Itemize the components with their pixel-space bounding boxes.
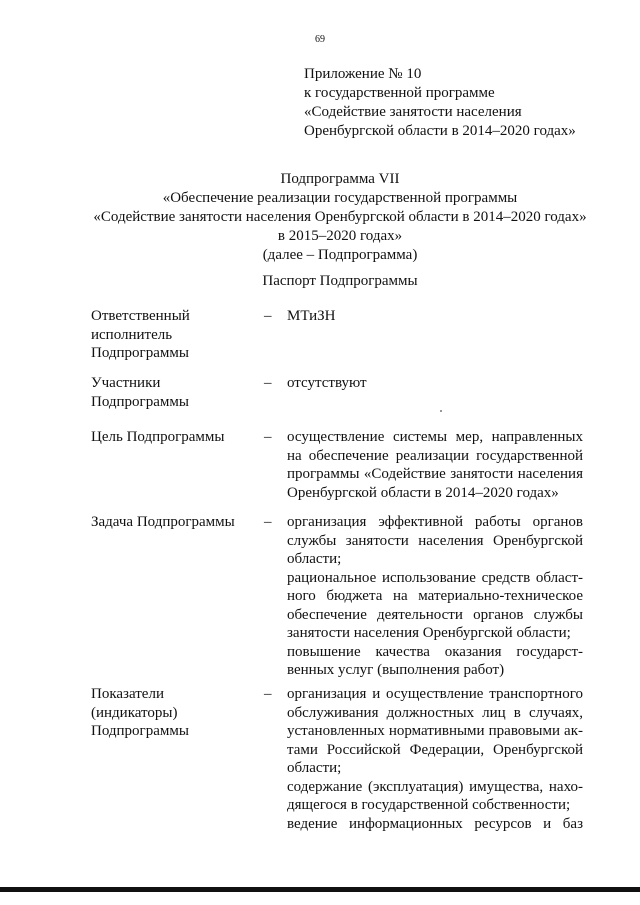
row-value-line: тами Российской Федерации, Оренбургской [287,741,583,758]
passport-title: Паспорт Подпрограммы [262,273,418,289]
row-value-line: Оренбургской области в 2014–2020 годах» [287,484,559,501]
row-label-line: Подпрограммы [91,393,189,410]
bottom-border-line [0,887,640,892]
row-value-line: программы «Содействие занятости населения [287,466,583,482]
row-label-line: Показатели [91,686,164,702]
row-label [91,307,241,363]
row-label-line: Подпрограммы [91,345,189,361]
row-value-line: ведение информационных ресурсов и баз [287,815,583,832]
row-value-line: содержание (эксплуатация) имущества, нахо- [287,778,583,795]
row-label [91,374,241,411]
row-label [91,428,241,447]
row-label-line: Подпрограммы [91,723,189,739]
row-value-line: осуществление системы мер, направленных [287,429,583,445]
appendix-line: Оренбургской области в 2014–2020 годах» [304,123,576,139]
row-label-line: Участники [91,375,161,391]
row-value-line: области; [287,551,342,567]
row-label-line: Цель Подпрограммы [91,429,225,445]
row-dash: – [264,308,272,324]
row-value-line: обслуживания должностных лиц в случаях, [287,704,583,721]
row-dash: – [264,686,272,702]
row-value [287,428,583,502]
appendix-header [304,65,576,141]
row-dash: – [264,514,272,530]
appendix-line: Приложение № 10 [304,66,422,82]
row-label [91,513,241,532]
page-number: 69 [315,34,325,45]
row-value-line: организация и осуществление транспортного [287,686,583,702]
row-label-line: Задача Подпрограммы [91,514,235,530]
subprogram-title [40,170,640,265]
subprogram-line: «Обеспечение реализации государственной программы [162,190,518,206]
appendix-line: к государственной программе [304,85,495,101]
row-label-line: (индикаторы) [91,704,178,721]
row-value-line: МТиЗН [287,308,336,324]
row-value-line: повышение качества оказания государст- [287,643,583,660]
row-label-line: Ответственный [91,308,190,324]
row-value-line: установленных нормативными правовыми ак- [287,723,583,739]
row-value-line: организация эффективной работы органов [287,514,583,530]
row-value-line: дящегося в государственной собственности; [287,797,571,813]
row-value-line: отсутствуют [287,375,367,391]
row-dash: – [264,429,272,445]
row-value-line: службы занятости населения Оренбургской [287,532,583,549]
subprogram-line: в 2015–2020 годах» [277,228,403,244]
row-value [287,685,583,833]
row-value-line: области; [287,760,342,776]
row-value-line: ного бюджета на материально-техническое [287,588,583,604]
row-dash: – [264,375,272,391]
row-value-line: обеспечение деятельности органов службы [287,606,583,623]
row-value-line: на обеспечение реализации государственной [287,447,583,464]
row-value [287,374,583,393]
scan-speck [440,410,442,412]
row-value [287,307,583,326]
appendix-line: «Содействие занятости населения [304,104,522,120]
subprogram-line: (далее – Подпрограмма) [262,247,418,263]
subprogram-line: «Содействие занятости населения Оренбургской области в 2014–2020 годах» [93,209,587,225]
row-label [91,685,241,741]
row-value-line: венных услуг (выполнения работ) [287,662,505,678]
row-value-line: рациональное использование средств област- [287,569,583,586]
subprogram-line: Подпрограмма VII [280,171,400,187]
row-label-line: исполнитель [91,326,173,343]
row-value [287,513,583,680]
row-value-line: занятости населения Оренбургской области; [287,625,571,641]
